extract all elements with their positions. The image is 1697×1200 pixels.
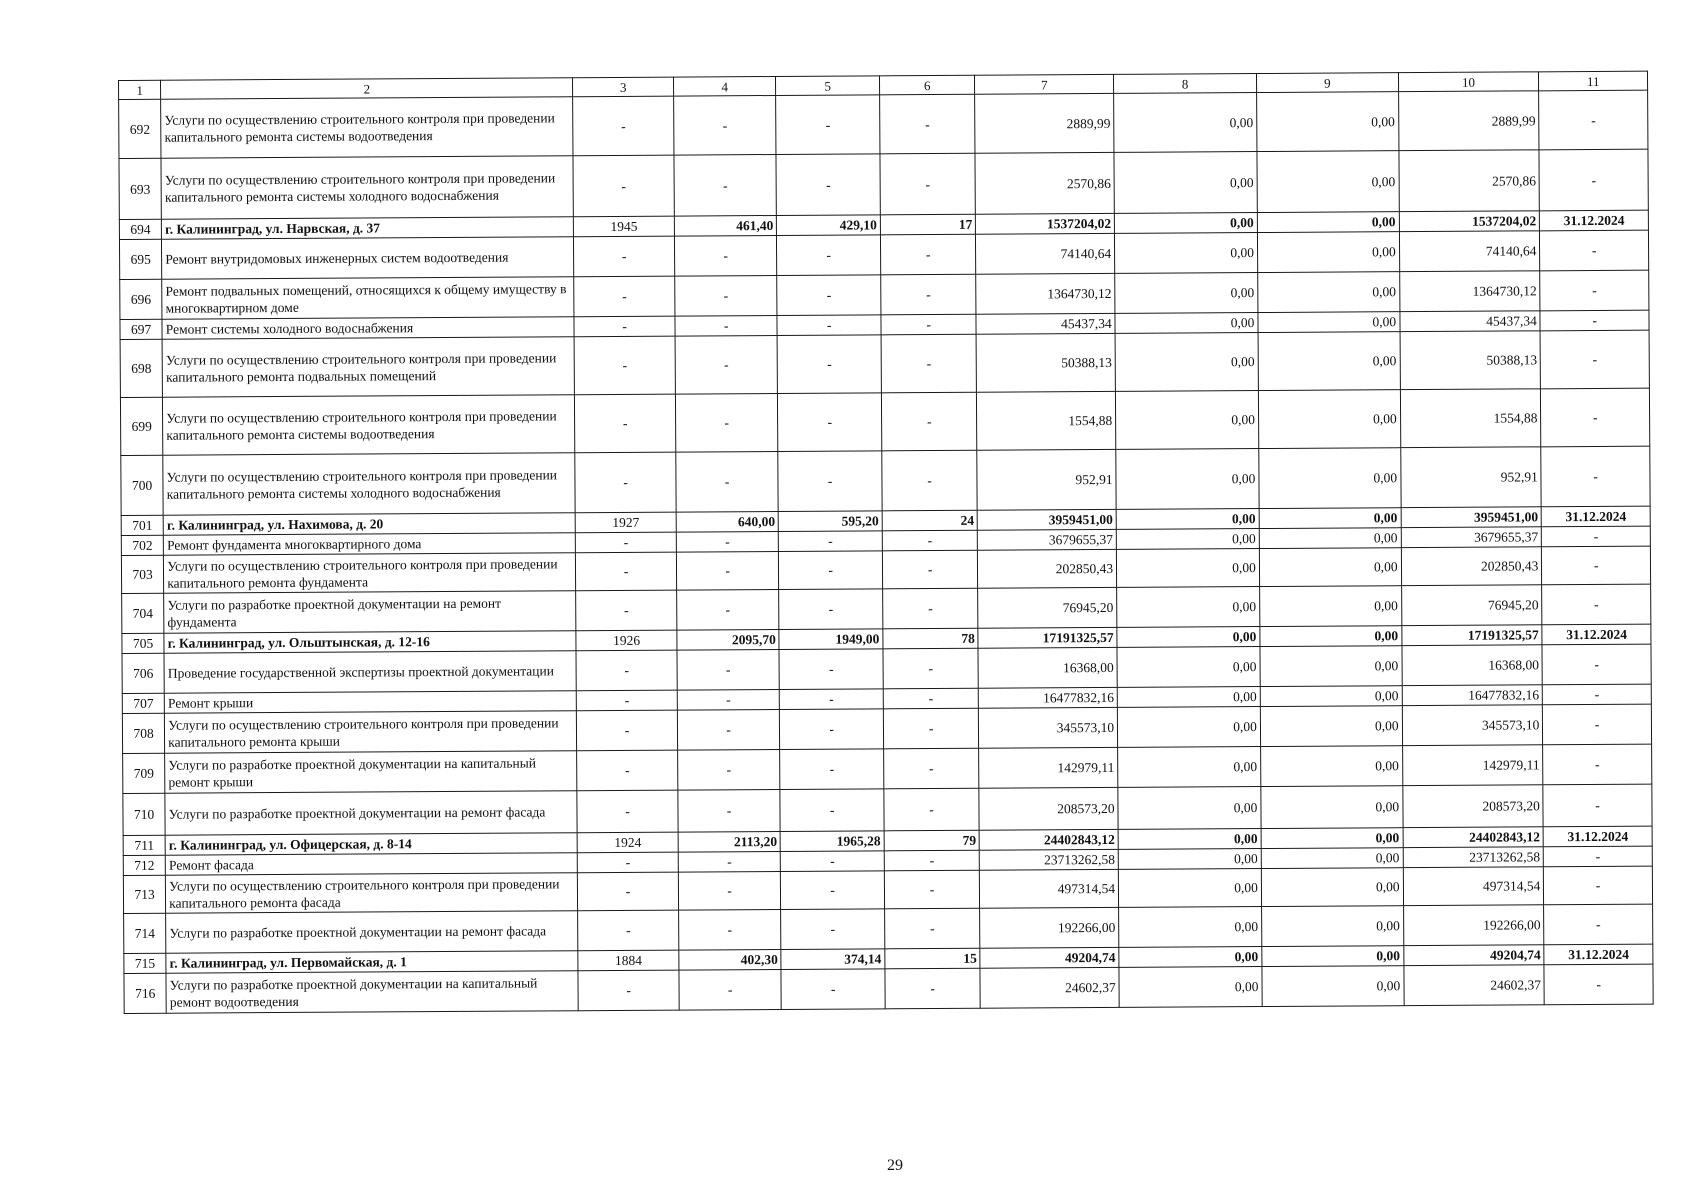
cell-col-6: - — [884, 788, 980, 831]
cell-col-7: 49204,74 — [980, 947, 1119, 968]
work-item-row — [119, 90, 1648, 158]
row-number-cell: 692 — [119, 99, 162, 158]
cell-col-11: - — [1544, 866, 1653, 905]
cell-col-9: 0,00 — [1261, 828, 1403, 849]
row-name-cell: Проведение государственной экспертизы проектной документации — [164, 651, 576, 694]
cell-col-7: 3679655,37 — [978, 529, 1117, 550]
row-name-cell: г. Калининград, ул. Офицерская, д. 8-14 — [165, 833, 577, 856]
row-number-cell: 708 — [122, 713, 164, 753]
cell-col-7: 497314,54 — [980, 869, 1119, 908]
cell-col-4: - — [675, 275, 778, 316]
cell-col-6: - — [883, 588, 979, 629]
cell-col-3: - — [574, 336, 675, 395]
cell-col-10: 1554,88 — [1400, 389, 1541, 448]
column-header: 11 — [1539, 71, 1648, 91]
row-number-cell: 705 — [122, 633, 164, 653]
cell-col-10: 16368,00 — [1402, 645, 1543, 686]
row-name-cell: Ремонт подвальных помещений, относящихся к общему имуществу в многоквартирном доме — [162, 277, 574, 320]
cell-col-8: 0,00 — [1119, 967, 1262, 1008]
cell-col-4: 2095,70 — [677, 629, 780, 650]
row-name-cell: Услуги по осуществлению строительного контроля при проведении капитального ремонта системы холодного водоснабжения — [161, 156, 574, 220]
cell-col-10: 2889,99 — [1398, 91, 1539, 151]
cell-col-7: 1554,88 — [977, 391, 1116, 450]
cell-col-7: 24402843,12 — [980, 829, 1119, 850]
cell-col-9: 0,00 — [1257, 232, 1399, 273]
cell-col-6: - — [882, 450, 978, 511]
cell-col-11: - — [1544, 904, 1653, 945]
cell-col-6: - — [885, 968, 981, 1009]
row-number-cell: 716 — [124, 973, 166, 1013]
row-name-cell: Услуги по осуществлению строительного контроля при проведении капитального ремонта системы холодного водоснабжения — [163, 453, 576, 516]
cell-col-9: 0,00 — [1259, 508, 1401, 529]
cell-col-4: - — [674, 235, 777, 276]
row-number-cell: 703 — [121, 555, 163, 593]
cell-col-9: 0,00 — [1262, 946, 1404, 967]
row-number-cell: 709 — [123, 753, 165, 793]
row-number-cell: 694 — [119, 219, 161, 239]
cell-col-6: - — [881, 314, 977, 335]
cell-col-6: 15 — [885, 948, 981, 969]
cell-col-11: - — [1540, 310, 1649, 331]
cell-col-7: 202850,43 — [978, 549, 1117, 588]
row-number-cell: 702 — [121, 535, 163, 555]
row-name-cell: Услуги по осуществлению строительного контроля при проведении капитального ремонта системы водоотведения — [163, 395, 576, 456]
row-number-cell: 700 — [121, 455, 164, 515]
cell-col-3: 1924 — [577, 832, 678, 853]
cell-col-7: 345573,10 — [979, 707, 1118, 748]
cell-col-5: 1949,00 — [779, 629, 883, 650]
cell-col-10: 49204,74 — [1403, 945, 1544, 966]
cell-col-5: - — [776, 95, 880, 155]
cell-col-8: 0,00 — [1114, 93, 1257, 153]
cell-col-4: - — [675, 335, 778, 394]
cell-col-6: 79 — [884, 830, 980, 851]
cell-col-3: 1945 — [574, 216, 675, 237]
row-number-cell: 701 — [121, 515, 163, 535]
cell-col-6: - — [884, 850, 980, 871]
cell-col-9: 0,00 — [1260, 746, 1402, 787]
cell-col-8: 0,00 — [1115, 233, 1258, 274]
cell-col-6: - — [882, 550, 978, 589]
cell-col-5: - — [779, 649, 883, 690]
cell-col-10: 2570,86 — [1399, 150, 1540, 212]
cell-col-7: 1537204,02 — [976, 213, 1115, 234]
cell-col-10: 142979,11 — [1402, 745, 1543, 786]
page-number: 29 — [887, 1157, 903, 1174]
cell-col-10: 16477832,16 — [1402, 685, 1543, 706]
cell-col-10: 76945,20 — [1401, 585, 1542, 626]
cell-col-10: 952,91 — [1400, 447, 1541, 508]
row-number-cell: 698 — [120, 339, 163, 397]
cell-col-4: - — [675, 315, 778, 336]
cell-col-6: - — [881, 392, 977, 451]
row-number-cell: 699 — [120, 397, 163, 455]
cell-col-9: 0,00 — [1259, 548, 1401, 587]
cell-col-11: 31.12.2024 — [1543, 826, 1652, 847]
row-name-cell: Ремонт крыши — [164, 691, 576, 714]
row-number-cell: 697 — [120, 319, 162, 339]
cell-col-8: 0,00 — [1118, 829, 1261, 850]
cell-col-10: 208573,20 — [1402, 785, 1543, 828]
cell-col-11: - — [1542, 644, 1651, 685]
cell-col-7: 192266,00 — [980, 907, 1119, 948]
cell-col-8: 0,00 — [1119, 907, 1262, 948]
row-name-cell: Услуги по осуществлению строительного контроля при проведении капитального ремонта крыши — [165, 711, 577, 754]
cell-col-11: - — [1542, 584, 1651, 625]
cell-col-9: 0,00 — [1257, 212, 1399, 233]
cell-col-11: - — [1543, 684, 1652, 705]
cell-col-11: - — [1542, 546, 1651, 585]
cell-col-9: 0,00 — [1258, 272, 1400, 313]
cell-col-9: 0,00 — [1260, 626, 1402, 647]
row-name-cell: Услуги по разработке проектной документации на ремонт фундамента — [164, 591, 576, 634]
cell-col-11: - — [1541, 446, 1650, 507]
cell-col-5: 374,14 — [781, 949, 885, 970]
cell-col-10: 345573,10 — [1402, 705, 1543, 746]
cell-col-10: 3679655,37 — [1401, 527, 1542, 548]
row-number-cell: 713 — [123, 875, 165, 913]
cell-col-10: 3959451,00 — [1401, 507, 1542, 528]
cell-col-6: - — [885, 908, 981, 949]
cell-col-8: 0,00 — [1114, 152, 1257, 214]
cell-col-3: - — [578, 872, 679, 911]
cell-col-11: 31.12.2024 — [1544, 944, 1653, 965]
cell-col-4: - — [677, 589, 780, 630]
cell-col-4: - — [674, 154, 777, 216]
row-name-cell: Услуги по разработке проектной документации на капитальный ремонт водоотведения — [166, 971, 578, 1014]
row-number-cell: 704 — [122, 593, 164, 633]
cell-col-3: - — [574, 276, 675, 317]
cell-col-3: - — [577, 750, 678, 791]
cell-col-7: 24602,37 — [980, 967, 1119, 1008]
work-item-row — [124, 964, 1653, 1013]
cell-col-3: - — [576, 532, 677, 553]
cell-col-8: 0,00 — [1117, 549, 1260, 588]
cell-col-10: 17191325,57 — [1401, 625, 1542, 646]
cell-col-5: - — [781, 909, 885, 950]
cell-col-3: - — [578, 852, 679, 873]
cell-col-5: 429,10 — [777, 215, 881, 236]
cell-col-5: - — [776, 154, 880, 216]
cell-col-3: - — [576, 552, 677, 591]
cell-col-10: 192266,00 — [1403, 905, 1544, 946]
cell-col-5: - — [780, 749, 884, 790]
cell-col-9: 0,00 — [1261, 868, 1403, 907]
cell-col-10: 1537204,02 — [1399, 211, 1540, 232]
cell-col-3: - — [573, 155, 674, 217]
cell-col-8: 0,00 — [1117, 587, 1260, 628]
cell-col-11: - — [1540, 270, 1649, 311]
cell-col-7: 2570,86 — [975, 152, 1114, 214]
cell-col-11: - — [1542, 526, 1651, 547]
cell-col-4: 2113,20 — [678, 831, 781, 852]
cell-col-8: 0,00 — [1118, 747, 1261, 788]
cell-col-6: - — [883, 648, 979, 689]
cell-col-4: - — [678, 909, 781, 950]
row-name-cell: Ремонт системы холодного водоснабжения — [162, 317, 574, 340]
cell-col-3: - — [574, 236, 675, 277]
row-name-cell: Ремонт внутридомовых инженерных систем водоотведения — [162, 237, 574, 280]
cell-col-6: - — [881, 274, 977, 315]
row-number-cell: 696 — [120, 279, 162, 319]
cell-col-5: - — [781, 871, 885, 910]
cell-col-4: - — [678, 789, 781, 832]
work-item-row — [120, 388, 1649, 455]
column-header: 5 — [776, 76, 880, 96]
column-header: 3 — [573, 77, 674, 97]
cell-col-8: 0,00 — [1117, 627, 1260, 648]
cell-col-3: - — [577, 710, 678, 751]
cell-col-3: - — [576, 590, 677, 631]
cell-col-10: 45437,34 — [1400, 311, 1541, 332]
cell-col-5: - — [781, 969, 885, 1010]
cell-col-4: - — [676, 451, 779, 512]
cell-col-11: - — [1539, 90, 1648, 150]
cell-col-6: - — [884, 748, 980, 789]
cell-col-3: - — [577, 790, 678, 833]
row-name-cell: Услуги по разработке проектной документации на ремонт фасада — [166, 911, 578, 954]
column-header: 7 — [975, 74, 1114, 94]
row-name-cell: г. Калининград, ул. Первомайская, д. 1 — [166, 951, 578, 974]
work-item-row — [120, 330, 1649, 397]
cell-col-9: 0,00 — [1258, 390, 1400, 449]
cell-col-8: 0,00 — [1119, 947, 1262, 968]
cell-col-10: 202850,43 — [1401, 547, 1542, 586]
column-header: 8 — [1114, 74, 1257, 94]
cell-col-11: 31.12.2024 — [1541, 506, 1650, 527]
cell-col-9: 0,00 — [1258, 332, 1400, 391]
cell-col-5: - — [777, 335, 881, 394]
cell-col-9: 0,00 — [1260, 586, 1402, 627]
cell-col-4: 461,40 — [674, 215, 777, 236]
cell-col-10: 24602,37 — [1404, 965, 1545, 1006]
cell-col-6: - — [883, 688, 979, 709]
cell-col-11: - — [1539, 149, 1648, 211]
work-item-row — [121, 446, 1650, 515]
cell-col-8: 0,00 — [1116, 509, 1259, 530]
cell-col-4: - — [677, 689, 780, 710]
cell-col-11: - — [1543, 784, 1652, 827]
column-header: 6 — [879, 75, 975, 95]
row-number-cell: 712 — [123, 855, 165, 875]
cell-col-9: 0,00 — [1256, 92, 1398, 152]
cell-col-5: 595,20 — [779, 511, 883, 532]
cell-col-7: 1364730,12 — [976, 273, 1115, 314]
cell-col-8: 0,00 — [1116, 449, 1259, 510]
row-number-cell: 695 — [119, 239, 161, 279]
cell-col-3: 1884 — [578, 950, 679, 971]
cell-col-9: 0,00 — [1259, 448, 1401, 509]
cell-col-5: - — [777, 235, 881, 276]
cell-col-5: - — [779, 551, 883, 590]
cell-col-4: - — [675, 393, 778, 452]
cell-col-9: 0,00 — [1262, 966, 1404, 1007]
cell-col-7: 2889,99 — [975, 93, 1114, 153]
row-name-cell: Ремонт фундамента многоквартирного дома — [164, 533, 576, 556]
cell-col-5: - — [780, 709, 884, 750]
capital-repair-table — [118, 71, 1654, 1014]
row-number-cell: 714 — [124, 913, 166, 953]
cell-col-4: - — [679, 969, 782, 1010]
cell-col-10: 1364730,12 — [1399, 271, 1540, 312]
cell-col-7: 3959451,00 — [978, 509, 1117, 530]
cell-col-6: - — [882, 530, 978, 551]
cell-col-8: 0,00 — [1116, 391, 1259, 450]
cell-col-8: 0,00 — [1118, 849, 1261, 870]
cell-col-8: 0,00 — [1115, 313, 1258, 334]
row-name-cell: Услуги по разработке проектной документации на ремонт фасада — [165, 791, 577, 836]
cell-col-9: 0,00 — [1261, 786, 1403, 829]
cell-col-8: 0,00 — [1118, 707, 1261, 748]
cell-col-7: 74140,64 — [976, 233, 1115, 274]
cell-col-5: - — [778, 451, 882, 512]
cell-col-7: 23713262,58 — [980, 849, 1119, 870]
cell-col-3: - — [576, 650, 677, 691]
cell-col-8: 0,00 — [1118, 787, 1261, 830]
row-number-cell: 693 — [119, 158, 162, 219]
cell-col-7: 208573,20 — [979, 787, 1118, 830]
cell-col-11: - — [1544, 964, 1653, 1005]
cell-col-11: - — [1544, 846, 1653, 867]
cell-col-4: - — [678, 871, 781, 910]
cell-col-7: 142979,11 — [979, 747, 1118, 788]
cell-col-9: 0,00 — [1258, 312, 1400, 333]
cell-col-5: - — [777, 275, 881, 316]
cell-col-8: 0,00 — [1116, 529, 1259, 550]
cell-col-9: 0,00 — [1257, 151, 1399, 213]
cell-col-5: - — [780, 689, 884, 710]
cell-col-3: 1927 — [576, 512, 677, 533]
cell-col-11: - — [1543, 704, 1652, 745]
cell-col-10: 74140,64 — [1399, 231, 1540, 272]
cell-col-7: 45437,34 — [976, 313, 1115, 334]
row-name-cell: Ремонт фасада — [165, 853, 577, 876]
cell-col-3: - — [575, 452, 676, 513]
row-number-cell: 710 — [123, 793, 165, 835]
cell-col-10: 24402843,12 — [1403, 827, 1544, 848]
cell-col-7: 50388,13 — [977, 333, 1116, 392]
cell-col-6: - — [880, 94, 976, 154]
cell-col-10: 497314,54 — [1403, 867, 1544, 906]
row-name-cell: г. Калининград, ул. Ольштынская, д. 12-16 — [164, 631, 576, 654]
cell-col-3: - — [578, 910, 679, 951]
row-name-cell: Услуги по разработке проектной документации на капитальный ремонт крыши — [165, 751, 577, 794]
row-name-cell: г. Калининград, ул. Нарвская, д. 37 — [162, 217, 574, 240]
cell-col-11: 31.12.2024 — [1540, 210, 1649, 231]
cell-col-8: 0,00 — [1117, 687, 1260, 708]
cell-col-9: 0,00 — [1261, 848, 1403, 869]
cell-col-7: 952,91 — [977, 449, 1116, 510]
column-header: 10 — [1398, 72, 1539, 92]
cell-col-7: 76945,20 — [978, 587, 1117, 628]
cell-col-3: - — [578, 970, 679, 1011]
cell-col-4: - — [677, 749, 780, 790]
row-number-cell: 711 — [123, 835, 165, 855]
cell-col-9: 0,00 — [1260, 646, 1402, 687]
cell-col-8: 0,00 — [1117, 647, 1260, 688]
cell-col-5: 1965,28 — [781, 831, 885, 852]
cell-col-6: - — [884, 870, 980, 909]
cell-col-7: 16368,00 — [978, 647, 1117, 688]
cell-col-6: 24 — [882, 510, 978, 531]
column-header: 2 — [161, 78, 573, 100]
cell-col-3: - — [575, 394, 676, 453]
cell-col-4: 640,00 — [676, 511, 779, 532]
column-header: 9 — [1256, 73, 1398, 93]
cell-col-9: 0,00 — [1261, 906, 1403, 947]
work-item-row — [119, 149, 1648, 219]
cell-col-3: - — [577, 690, 678, 711]
cell-col-5: - — [780, 789, 884, 832]
row-name-cell: г. Калининград, ул. Нахимова, д. 20 — [163, 513, 575, 536]
cell-col-4: - — [677, 649, 780, 690]
cell-col-4: - — [676, 551, 779, 590]
column-header: 1 — [119, 80, 161, 99]
cell-col-7: 17191325,57 — [978, 627, 1117, 648]
cell-col-5: - — [777, 315, 881, 336]
cell-col-4: - — [677, 709, 780, 750]
cell-col-3: 1926 — [576, 630, 677, 651]
cell-col-5: - — [779, 589, 883, 630]
cell-col-8: 0,00 — [1115, 333, 1258, 392]
row-name-cell: Услуги по осуществлению строительного контроля при проведении капитального ремонта фасада — [166, 873, 578, 914]
cell-col-6: - — [880, 234, 976, 275]
row-name-cell: Услуги по осуществлению строительного контроля при проведении капитального ремонта подвальных помещений — [162, 337, 575, 398]
cell-col-3: - — [574, 316, 675, 337]
cell-col-11: - — [1543, 744, 1652, 785]
cell-col-5: - — [778, 393, 882, 452]
cell-col-11: - — [1540, 230, 1649, 271]
cell-col-10: 23713262,58 — [1403, 847, 1544, 868]
row-name-cell: Услуги по осуществлению строительного контроля при проведении капитального ремонта системы водоотведения — [161, 97, 574, 159]
cell-col-5: - — [781, 851, 885, 872]
cell-col-4: - — [678, 851, 781, 872]
cell-col-9: 0,00 — [1259, 528, 1401, 549]
cell-col-9: 0,00 — [1260, 686, 1402, 707]
cell-col-6: - — [881, 334, 977, 393]
cell-col-8: 0,00 — [1114, 213, 1257, 234]
cell-col-6: 17 — [880, 214, 976, 235]
cell-col-11: - — [1541, 388, 1650, 447]
cell-col-7: 16477832,16 — [979, 687, 1118, 708]
row-name-cell: Услуги по осуществлению строительного контроля при проведении капитального ремонта фундамента — [164, 553, 576, 594]
cell-col-9: 0,00 — [1260, 706, 1402, 747]
cell-col-4: 402,30 — [679, 949, 782, 970]
cell-col-4: - — [673, 95, 776, 155]
cell-col-8: 0,00 — [1118, 869, 1261, 908]
cell-col-6: 78 — [883, 628, 979, 649]
cell-col-8: 0,00 — [1115, 273, 1258, 314]
cell-col-6: - — [880, 153, 976, 215]
row-number-cell: 707 — [122, 693, 164, 713]
cell-col-3: - — [573, 96, 674, 156]
cell-col-4: - — [676, 531, 779, 552]
cell-col-11: - — [1540, 330, 1649, 389]
column-header: 4 — [673, 76, 776, 96]
row-number-cell: 715 — [124, 953, 166, 973]
row-number-cell: 706 — [122, 653, 164, 693]
cell-col-6: - — [883, 708, 979, 749]
cell-col-11: 31.12.2024 — [1542, 624, 1651, 645]
cell-col-5: - — [779, 531, 883, 552]
cell-col-10: 50388,13 — [1400, 331, 1541, 390]
